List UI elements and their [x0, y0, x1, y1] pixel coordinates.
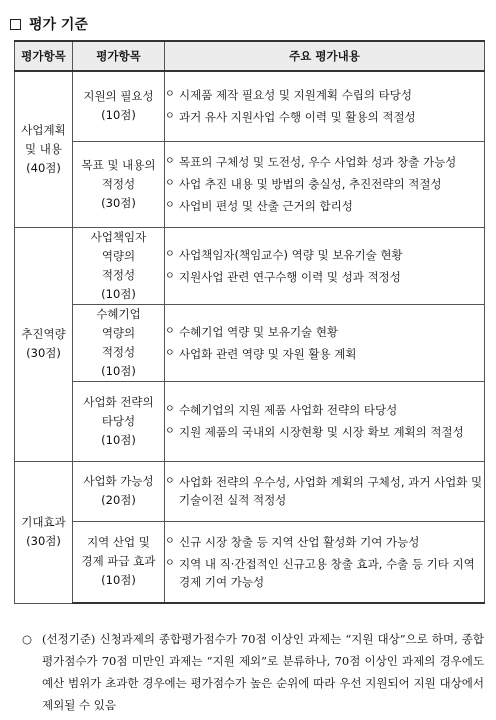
list-item: ㅇ 지원 제품의 국내외 시장현황 및 시장 확보 계획의 적절성: [165, 425, 464, 439]
bullet-icon: ㅇ: [165, 535, 175, 547]
bullet-icon: ㅇ: [165, 325, 175, 337]
category-plan: 사업계획 및 내용 (40점): [15, 71, 73, 227]
list-item: ㅇ 과거 유사 지원사업 수행 이력 및 활용의 적절성: [165, 110, 416, 125]
header-content: 주요 평가내용: [165, 41, 485, 71]
list-item: ㅇ 수혜기업 역량 및 보유기술 현황: [165, 324, 339, 339]
item-cell: 수혜기업 역량의 적정성 (10점): [73, 304, 165, 381]
table-row: [15, 461, 485, 521]
bullet-icon: ㅇ: [165, 476, 175, 487]
table-row: [15, 141, 485, 227]
bullet-icon: ㅇ: [165, 270, 175, 282]
content-cell: [165, 521, 485, 603]
list-item: ㅇ 지역 내 직·간접적인 신규고용 창출 효과, 수출 등 기타 지역 경제 기여 가능성: [165, 556, 475, 589]
bullet-icon: ㅇ: [165, 557, 175, 569]
bullet-icon: ㅇ: [165, 178, 175, 189]
content-cell: [165, 227, 485, 304]
list-item: ㅇ 지원사업 관련 연구수행 이력 및 성과 적정성: [165, 269, 401, 284]
category-effect: 기대효과 (30점): [15, 461, 73, 603]
content-cell: [165, 381, 485, 461]
content-cell: [165, 71, 485, 141]
evaluation-table: [14, 40, 485, 604]
list-item: ㅇ 사업화 전략의 우수성, 사업화 계획의 구체성, 과거 사업화 및 기술이전 실적 적정성: [165, 475, 483, 507]
table-header-row: [15, 41, 485, 71]
header-item: 평가항목: [73, 41, 165, 71]
list-item: ㅇ 신규 시장 창출 등 지역 산업 활성화 기여 가능성: [165, 534, 420, 549]
bullet-icon: ㅇ: [165, 89, 175, 101]
table-row: [15, 304, 485, 381]
checkbox-icon: [10, 19, 21, 30]
item-cell: 사업책임자 역량의 적정성 (10점): [73, 227, 165, 304]
list-item: ㅇ 사업 추진 내용 및 방법의 충실성, 추진전략의 적절성: [165, 177, 442, 191]
content-cell: [165, 141, 485, 227]
section-title: [10, 14, 88, 34]
item-cell: 사업화 전략의 타당성 (10점): [73, 381, 165, 461]
list-item: ㅇ 사업화 관련 역량 및 자원 활용 계획: [165, 346, 357, 361]
bullet-icon: ㅇ: [165, 404, 175, 415]
table-row: [15, 227, 485, 304]
circle-bullet-icon: ○: [22, 632, 33, 646]
bullet-icon: ㅇ: [165, 111, 175, 123]
content-cell: [165, 461, 485, 521]
bullet-icon: ㅇ: [165, 200, 175, 211]
content-cell: [165, 304, 485, 381]
item-cell: 목표 및 내용의 적정성 (30점): [73, 141, 165, 227]
selection-criteria-note: [22, 628, 484, 716]
item-cell: 지역 산업 및 경제 파급 효과 (10점): [73, 521, 165, 603]
list-item: ㅇ 목표의 구체성 및 도전성, 우수 사업화 성과 창출 가능성: [165, 155, 457, 169]
list-item: ㅇ 사업책임자(책임교수) 역량 및 보유기술 현황: [165, 247, 403, 262]
section-title-text: 평가 기준: [29, 17, 88, 33]
bullet-icon: ㅇ: [165, 248, 175, 260]
list-item: ㅇ 사업비 편성 및 산출 근거의 합리성: [165, 199, 353, 213]
category-capability: 추진역량 (30점): [15, 227, 73, 461]
table-row: [15, 71, 485, 141]
item-cell: 사업화 가능성 (20점): [73, 461, 165, 521]
list-item: ㅇ 시제품 제작 필요성 및 지원계획 수립의 타당성: [165, 88, 413, 103]
header-category: 평가항목: [15, 41, 73, 71]
bullet-icon: ㅇ: [165, 426, 175, 437]
list-item: ㅇ 수혜기업의 지원 제품 사업화 전략의 타당성: [165, 403, 398, 417]
bullet-icon: ㅇ: [165, 156, 175, 167]
table-row: [15, 381, 485, 461]
item-cell: 지원의 필요성 (10점): [73, 71, 165, 141]
table-row: [15, 521, 485, 603]
bullet-icon: ㅇ: [165, 347, 175, 359]
note-text: (선정기준) 신청과제의 종합평가점수가 70점 이상인 과제는 “지원 대상”으로 하며, 종합평가점수가 70점 미만인 과제는 “지원 제외”로 분류하나, 70점 이상인 과제의 경우에도 예산 범위가 초과한 경우에는 평가점수가 높은 순위에 따라 우선 지원되어 지원 대상에서 제외될 수 있음: [42, 632, 484, 712]
